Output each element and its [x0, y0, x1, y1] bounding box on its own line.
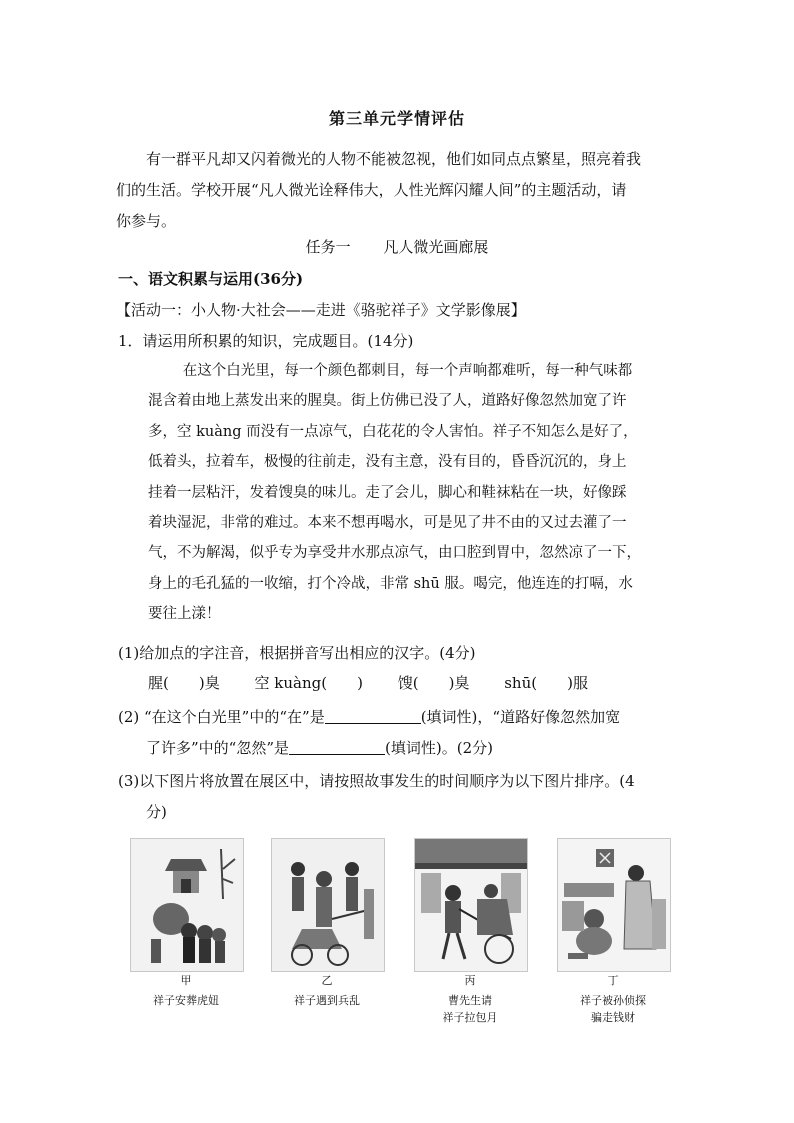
figure-caption: 祥子遇到兵乱 [294, 994, 360, 1007]
figure-jia-illustration [130, 838, 244, 972]
pinyin-answer-row [148, 672, 618, 693]
intro-line: 有一群平凡却又闪着微光的人物不能被忽视，他们如同点点繁星，照亮着我 [146, 150, 642, 168]
passage-line: 挂着一层粘汗，发着馊臭的味儿。走了会儿，脚心和鞋袜粘在一块，好像踩 [148, 484, 627, 501]
sub-question-3 [118, 766, 688, 828]
pinyin-item[interactable]: 空 kuàng( ) [254, 674, 363, 692]
task-label: 任务一 [305, 238, 351, 256]
reading-passage [148, 356, 678, 630]
figure-label: 乙 [321, 974, 333, 987]
passage-line: 多，空 kuàng 而没有一点凉气，白花花的令人害怕。祥子不知怎么是好了， [148, 423, 638, 440]
pinyin-item[interactable]: shū( )服 [504, 674, 588, 692]
intro-line: 们的生活。学校开展“凡人微光诠释伟大，人性光辉闪耀人间”的主题活动，请 [116, 181, 627, 199]
intro-line: 你参与。 [116, 212, 177, 230]
answer-blank[interactable] [325, 708, 421, 724]
figure-caption-line: 祥子被孙侦探 [580, 994, 646, 1007]
figure-label: 甲 [180, 974, 192, 987]
figure-caption-line: 骗走钱财 [591, 1011, 635, 1024]
pinyin-item[interactable]: 腥( )臭 [148, 674, 220, 692]
figure-caption: 祥子安葬虎妞 [153, 994, 219, 1007]
figure-caption-line: 曹先生请 [448, 994, 492, 1007]
task-heading [0, 236, 794, 257]
pinyin-item[interactable]: 馊( )臭 [397, 674, 470, 692]
figure-caption [400, 992, 540, 1026]
intro-paragraph [116, 144, 686, 237]
passage-line: 身上的毛孔猛的一收缩，打个冷战，非常 shū 服。喝完，他连连的打嗝，水 [148, 575, 633, 592]
sub3-text: (3)以下图片将放置在展区中，请按照故事发生的时间顺序为以下图片排序。(4 [118, 772, 635, 790]
passage-line: 要往上漾！ [148, 606, 221, 623]
figure-label: 丙 [464, 974, 476, 987]
passage-line: 在这个白光里，每一个颜色都刺目，每一个声响都难听，每一种气味都 [182, 363, 633, 379]
sub3-text: 分) [146, 803, 167, 821]
section-heading: 一、语文积累与运用(36分) [118, 270, 304, 288]
answer-blank[interactable] [289, 739, 385, 755]
question-1: 1．请运用所积累的知识，完成题目。(14分) [118, 332, 414, 350]
activity-heading: 【活动一：小人物·大社会——走进《骆驼祥子》文学影像展】 [116, 301, 526, 319]
sub2-text: 了许多”中的“忽然”是 [146, 739, 290, 757]
figure-ding-illustration [557, 838, 671, 972]
passage-line: 着块湿泥，非常的难过。本来不想再喝水，可是见了井不由的又过去灌了一 [148, 515, 627, 532]
figure-caption-line: 祥子拉包月 [442, 1011, 498, 1024]
sub2-text: (填词性)。(2分) [385, 739, 493, 757]
figure-label: 丁 [607, 974, 619, 987]
passage-line: 混含着由地上蒸发出来的腥臭。街上仿佛已没了人，道路好像忽然加宽了许 [148, 393, 627, 410]
page-title: 第三单元学情评估 [328, 109, 465, 128]
passage-line: 气，不为解渴，似乎专为享受井水那点凉气，由口腔到胃中，忽然凉了一下， [148, 545, 641, 562]
sub-question-2 [118, 702, 688, 764]
figure-yi-illustration [271, 838, 385, 972]
sub-question-1: (1)给加点的字注音，根据拼音写出相应的汉字。(4分) [118, 644, 476, 662]
figure-bing-illustration [414, 838, 528, 972]
sub2-text: (填词性)，“道路好像忽然加宽 [420, 708, 621, 726]
passage-line: 低着头，拉着车，极慢的往前走，没有主意，没有目的，昏昏沉沉的，身上 [148, 454, 627, 471]
figure-caption [543, 992, 683, 1026]
sub2-text: (2) “在这个白光里”中的“在”是 [118, 708, 325, 726]
task-name: 凡人微光画廊展 [383, 238, 489, 256]
